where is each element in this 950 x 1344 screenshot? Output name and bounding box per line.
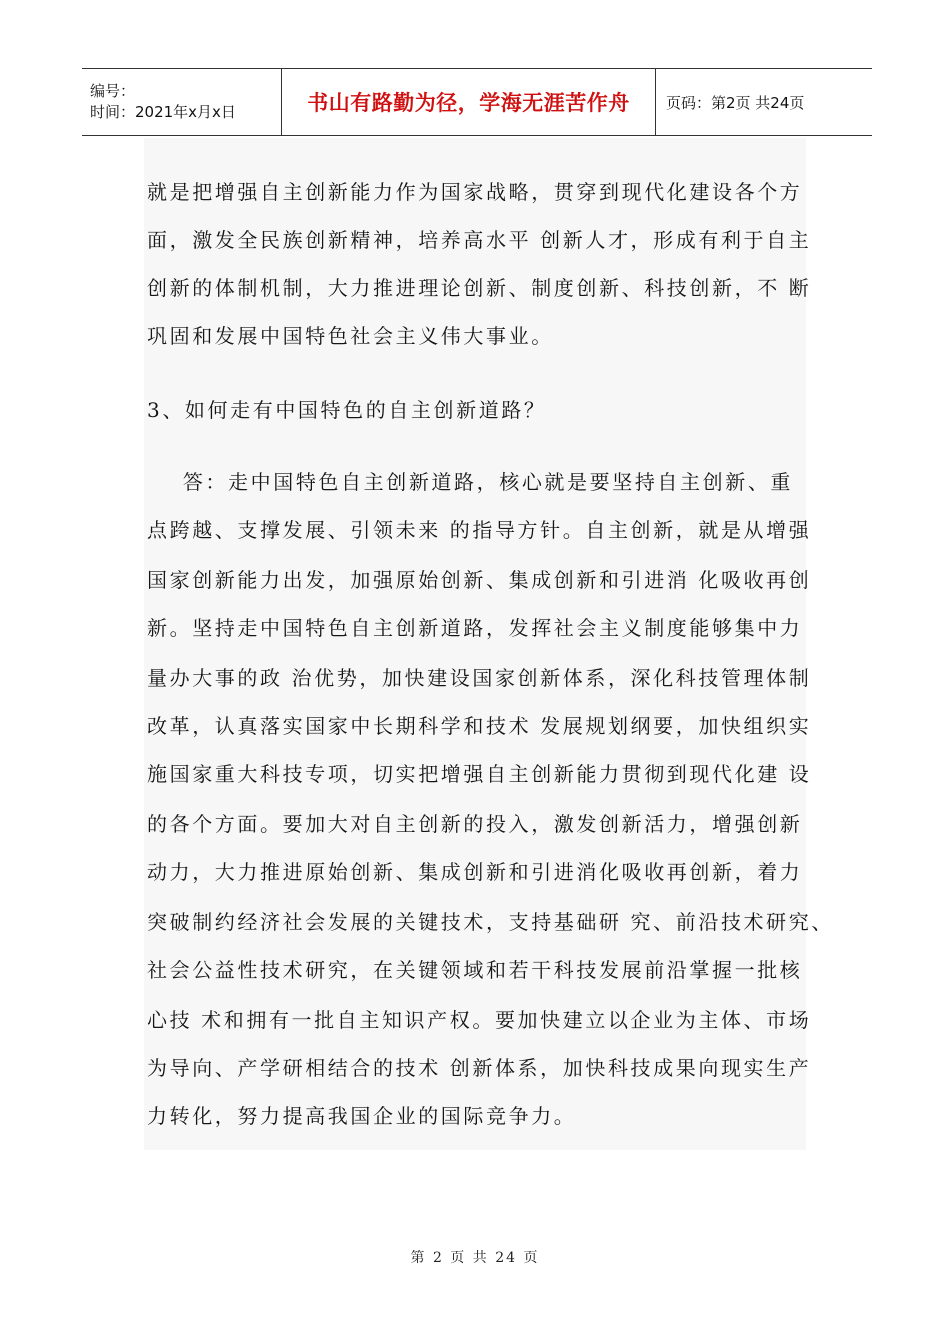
- text-line: 力转化，努力提高我国企业的国际竞争力。: [147, 1104, 577, 1128]
- text-line: 为导向、产学研相结合的技术 创新体系，加快科技成果向现实生产: [147, 1056, 812, 1080]
- text-line: 国家创新能力出发，加强原始创新、集成创新和引进消 化吸收再创: [147, 568, 812, 592]
- document-body: [144, 138, 834, 1150]
- page-label: 页码：第2页 共24页: [666, 93, 805, 112]
- text-line: 创新的体制机制，大力推进理论创新、制度创新、科技创新，不 断: [147, 276, 812, 300]
- footer-page-number: 第 2 页 共 24 页: [410, 1250, 540, 1266]
- text-line: 答：走中国特色自主创新道路，核心就是要坚持自主创新、重: [147, 470, 794, 494]
- number-label: 编号：: [90, 82, 136, 100]
- date-label: 时间：2021年x月x日: [90, 103, 236, 121]
- header-meta: [82, 69, 282, 135]
- text-line: 社会公益性技术研究，在关键领域和若干科技发展前沿掌握一批核: [147, 958, 803, 982]
- motto-text: 书山有路勤为径，学海无涯苦作舟: [307, 91, 630, 115]
- page-header: [82, 68, 872, 136]
- text-line: 巩固和发展中国特色社会主义伟大事业。: [147, 324, 554, 348]
- text-line: 点跨越、支撑发展、引领未来 的指导方针。自主创新，就是从增强: [147, 518, 812, 542]
- text-line: 量办大事的政 治优势，加快建设国家创新体系，深化科技管理体制: [147, 666, 812, 690]
- page-footer: [0, 1247, 950, 1267]
- header-page: [656, 69, 872, 135]
- question-heading: 3、如何走有中国特色的自主创新道路？: [147, 398, 547, 422]
- text-line: 突破制约经济社会发展的关键技术，支持基础研 究、前沿技术研究、: [147, 910, 834, 934]
- header-motto: [282, 69, 656, 135]
- text-line: 施国家重大科技专项，切实把增强自主创新能力贯彻到现代化建 设: [147, 762, 812, 786]
- text-line: 新。坚持走中国特色自主创新道路，发挥社会主义制度能够集中力: [147, 616, 803, 640]
- text-line: 改革，认真落实国家中长期科学和技术 发展规划纲要，加快组织实: [147, 714, 812, 738]
- text-line: 面，激发全民族创新精神，培养高水平 创新人才，形成有利于自主: [147, 228, 812, 252]
- text-line: 就是把增强自主创新能力作为国家战略，贯穿到现代化建设各个方: [147, 180, 803, 204]
- text-line: 的各个方面。要加大对自主创新的投入，激发创新活力，增强创新: [147, 812, 803, 836]
- text-line: 动力，大力推进原始创新、集成创新和引进消化吸收再创新，着力: [147, 860, 803, 884]
- text-line: 心技 术和拥有一批自主知识产权。要加快建立以企业为主体、市场: [147, 1008, 812, 1032]
